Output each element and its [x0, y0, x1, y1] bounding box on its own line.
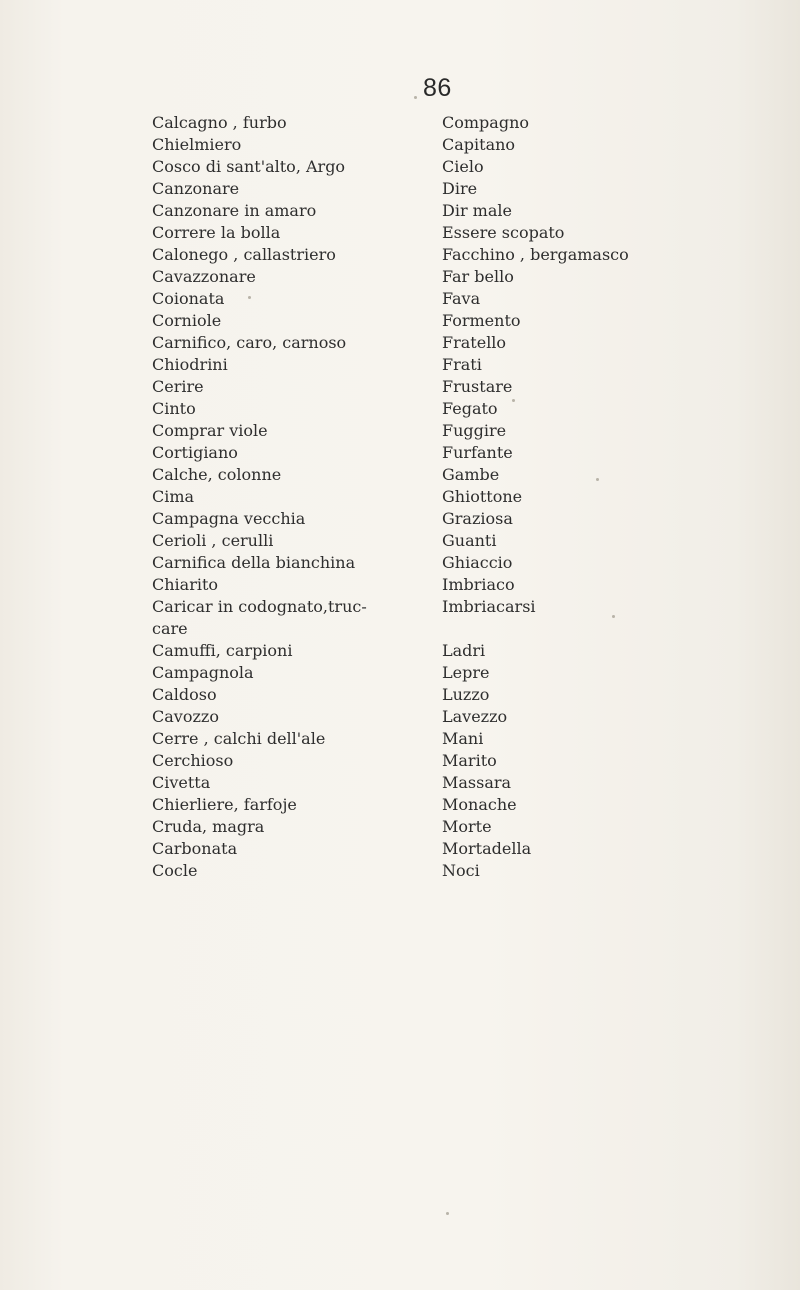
- right-column-entry: Fava: [442, 289, 481, 308]
- left-column-entry: Carnifica della bianchina: [152, 553, 356, 572]
- left-column-entry: Cosco di sant'alto, Argo: [152, 157, 346, 176]
- right-column-entry: Essere scopato: [442, 223, 565, 242]
- left-column-entry: Cerchioso: [152, 751, 234, 770]
- left-column-entry: Chielmiero: [152, 135, 242, 154]
- right-column-entry: Marito: [442, 751, 497, 770]
- right-column-entry: Gambe: [442, 465, 500, 484]
- left-column-entry: Comprar viole: [152, 421, 268, 440]
- left-column-entry: Campagna vecchia: [152, 509, 306, 528]
- right-column-entry: Lepre: [442, 663, 490, 682]
- paper-speck: [596, 478, 599, 481]
- left-column-entry: Campagnola: [152, 663, 254, 682]
- left-column-entry: Carnifico, caro, carnoso: [152, 333, 347, 352]
- left-column-entry: Cocle: [152, 861, 198, 880]
- right-column-entry: Fratello: [442, 333, 507, 352]
- right-column-entry: Capitano: [442, 135, 516, 154]
- left-column-entry: Carbonata: [152, 839, 238, 858]
- right-column-entry: Ghiottone: [442, 487, 523, 506]
- right-column-entry: Monache: [442, 795, 517, 814]
- right-column-entry: Frustare: [442, 377, 513, 396]
- paper-speck: [414, 96, 417, 99]
- left-column-entry: Camuffi, carpioni: [152, 641, 293, 660]
- left-column-glossary: [152, 112, 452, 882]
- right-column-entry: Dire: [442, 179, 478, 198]
- left-column-entry: Cerioli , cerulli: [152, 531, 274, 550]
- right-column-entry: Cielo: [442, 157, 484, 176]
- right-column-entry: [442, 618, 782, 640]
- left-column-entry: Canzonare in amaro: [152, 201, 317, 220]
- right-column-entry: Ghiaccio: [442, 553, 513, 572]
- right-column-entry: Noci: [442, 861, 480, 880]
- right-column-entry: Mortadella: [442, 839, 532, 858]
- right-column-entry: Lavezzo: [442, 707, 508, 726]
- left-column-entry: Cinto: [152, 399, 196, 418]
- left-column-entry: Chiarito: [152, 575, 219, 594]
- paper-speck: [612, 615, 615, 618]
- left-column-entry: care: [152, 619, 188, 638]
- left-column-entry: Cavazzonare: [152, 267, 256, 286]
- page-number: 86: [423, 74, 452, 102]
- left-column-entry: Canzonare: [152, 179, 240, 198]
- left-column-entry: Cortigiano: [152, 443, 238, 462]
- right-column-entry: Imbriacarsi: [442, 597, 536, 616]
- right-column-entry: Frati: [442, 355, 482, 374]
- right-column-entry: Fegato: [442, 399, 498, 418]
- left-column-entry: Civetta: [152, 773, 211, 792]
- right-column-entry: Morte: [442, 817, 492, 836]
- left-column-entry: Cima: [152, 487, 195, 506]
- right-column-entry: Massara: [442, 773, 512, 792]
- right-column-entry: Guanti: [442, 531, 497, 550]
- right-column-entry: Facchino , bergamasco: [442, 245, 629, 264]
- left-column-entry: Correre la bolla: [152, 223, 281, 242]
- left-column-entry: Cerire: [152, 377, 204, 396]
- right-column-entry: Formento: [442, 311, 521, 330]
- paper-speck: [248, 296, 251, 299]
- right-column-entry: Furfante: [442, 443, 513, 462]
- left-column-entry: Cavozzo: [152, 707, 219, 726]
- left-column-entry: Caricar in codognato,truc-: [152, 597, 367, 616]
- left-column-entry: Corniole: [152, 311, 222, 330]
- left-column-entry: Chierliere, farfoje: [152, 795, 297, 814]
- left-column-entry: Calcagno , furbo: [152, 113, 287, 132]
- right-column-entry: Graziosa: [442, 509, 513, 528]
- left-column-entry: Chiodrini: [152, 355, 228, 374]
- paper-speck: [512, 399, 515, 402]
- left-column-entry: Cerre , calchi dell'ale: [152, 729, 326, 748]
- left-column-entry: Calche, colonne: [152, 465, 282, 484]
- right-column-entry: Compagno: [442, 113, 530, 132]
- right-column-entry: Fuggire: [442, 421, 507, 440]
- right-column-entry: Far bello: [442, 267, 514, 286]
- left-column-entry: Calonego , callastriero: [152, 245, 336, 264]
- right-column-entry: Ladri: [442, 641, 486, 660]
- left-column-entry: Caldoso: [152, 685, 217, 704]
- paper-speck: [446, 1212, 449, 1215]
- left-column-entry: Cruda, magra: [152, 817, 265, 836]
- right-column-entry: Imbriaco: [442, 575, 515, 594]
- left-column-entry: Coionata: [152, 289, 225, 308]
- right-column-entry: Luzzo: [442, 685, 490, 704]
- right-column-glossary: [442, 112, 782, 882]
- right-column-entry: Mani: [442, 729, 484, 748]
- right-column-entry: Dir male: [442, 201, 512, 220]
